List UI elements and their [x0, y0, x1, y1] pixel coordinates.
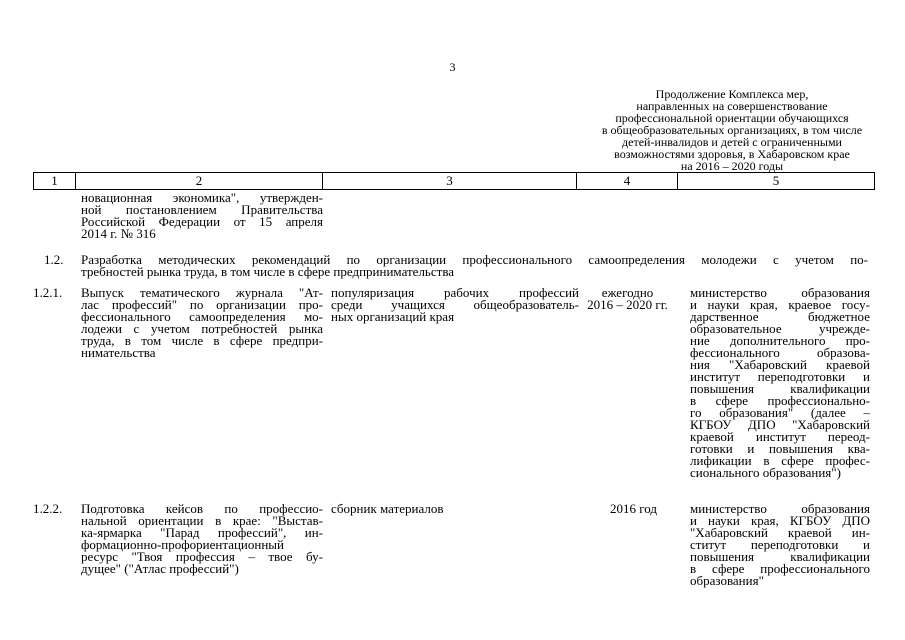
cell-line: готовки и повышения ква- [690, 441, 870, 456]
cell-term [583, 503, 684, 515]
column-header-1: 1 [34, 173, 76, 189]
column-header-4: 4 [577, 173, 678, 189]
cell-line: ка-ярмарка "Парад профессий", ин- [81, 525, 323, 540]
cell-measure [81, 287, 323, 359]
cell-line: "Хабаровский краевой ин- [690, 525, 870, 540]
cell-term [577, 287, 678, 311]
cell-line: образования" [690, 573, 764, 588]
cell-line: лас профессий" по организации про- [81, 297, 323, 312]
cell-line: сборник материалов [331, 501, 444, 516]
cell-line: ститут переподготовки и [690, 537, 870, 552]
cell-line: ния "Хабаровский краевой [690, 357, 870, 372]
section-title-line: Разработка методических рекомендаций по организации профессионального самоопределения молодежи с учетом по- [81, 252, 868, 267]
cell-result [331, 503, 579, 515]
column-header-2: 2 [76, 173, 323, 189]
cell-line: в сфере профессионального [690, 561, 870, 576]
page-number: 3 [449, 60, 456, 74]
cell-line: краевой институт переод- [690, 429, 870, 444]
cell-line: дущее" ("Атлас профессий") [81, 561, 239, 576]
cell-line: дарственное бюджетное [690, 309, 870, 324]
continuation-title-line: в общеобразовательных организациях, в том числе [601, 123, 863, 137]
cell-line: КГБОУ ДПО "Хабаровский [690, 417, 870, 432]
cell-line: новационная экономика", утвержден- [81, 190, 323, 205]
cell-line: среди учащихся общеобразователь- [331, 297, 579, 312]
cell-line: сионального образования") [690, 465, 841, 480]
cell-responsible [690, 287, 870, 479]
continuation-title-line: на 2016 – 2020 годы [680, 159, 784, 173]
column-header-5: 5 [678, 173, 875, 189]
cell-line: министерство образования [690, 285, 870, 300]
cell-line: нимательства [81, 345, 156, 360]
cell-line: популяризация рабочих профессий [331, 285, 579, 300]
cell-line: министерство образования [690, 501, 870, 516]
cell-line: ной постановлением Правительства [81, 202, 323, 217]
cell-line: Выпуск тематического журнала "Ат- [81, 285, 323, 300]
cell-line: Российской Федерации от 15 апреля [81, 214, 323, 229]
cell-measure [81, 503, 323, 575]
row-number: 1.2.1. [33, 285, 63, 300]
continuation-title-line: детей-инвалидов и детей с ограниченными [622, 135, 842, 149]
cell-line: образовательное учрежде- [690, 321, 870, 336]
table-header-row [33, 172, 875, 190]
cell-line: в сфере профессионально- [690, 393, 870, 408]
carryover-cell [81, 192, 323, 240]
cell-line: ние дополнительного про- [690, 333, 870, 348]
cell-line: ресурс "Твоя профессия – твое бу- [81, 549, 323, 564]
cell-line: и науки края, краевое госу- [690, 297, 870, 312]
cell-line: 2014 г. № 316 [81, 226, 156, 241]
cell-line: нальной ориентации в крае: "Выстав- [81, 513, 323, 528]
section-title-line: требностей рынка труда, в том числе в сфере предпринимательства [81, 264, 455, 279]
cell-responsible [690, 503, 870, 587]
cell-line: повышения квалификации [690, 381, 870, 396]
cell-line: лодежи с учетом потребностей рынка [81, 321, 323, 336]
cell-line: труда, в том числе в сфере предпри- [81, 333, 323, 348]
cell-line: 2016 год [610, 501, 657, 516]
cell-line: го образования" (далее – [690, 405, 870, 420]
cell-result [331, 287, 579, 323]
cell-line: и науки края, КГБОУ ДПО [690, 513, 870, 528]
cell-line: повышения квалификации [690, 549, 870, 564]
cell-line: лификации в сфере профес- [690, 453, 870, 468]
continuation-title-line: Продолжение Комплекса мер, [655, 87, 809, 101]
cell-line: институт переподготовки и [690, 369, 870, 384]
column-header-3: 3 [323, 173, 577, 189]
cell-line: ных организаций края [331, 309, 455, 324]
row-number: 1.2.2. [33, 501, 63, 516]
cell-line: ежегодно [601, 285, 654, 300]
continuation-title-line: возможностями здоровья, в Хабаровском крае [614, 147, 850, 161]
cell-line: Подготовка кейсов по профессио- [81, 501, 323, 516]
section-number: 1.2. [44, 252, 64, 267]
continuation-title-line: направленных на совершенствование [636, 99, 828, 113]
cell-line: 2016 – 2020 гг. [587, 297, 668, 312]
cell-line: фессионального самоопределения мо- [81, 309, 323, 324]
cell-line: формационно-профориентационный [81, 537, 284, 552]
continuation-title-line: профессиональной ориентации обучающихся [615, 111, 849, 125]
continuation-title [587, 88, 877, 172]
cell-line: фессионального образова- [690, 345, 870, 360]
section-title [81, 254, 868, 278]
